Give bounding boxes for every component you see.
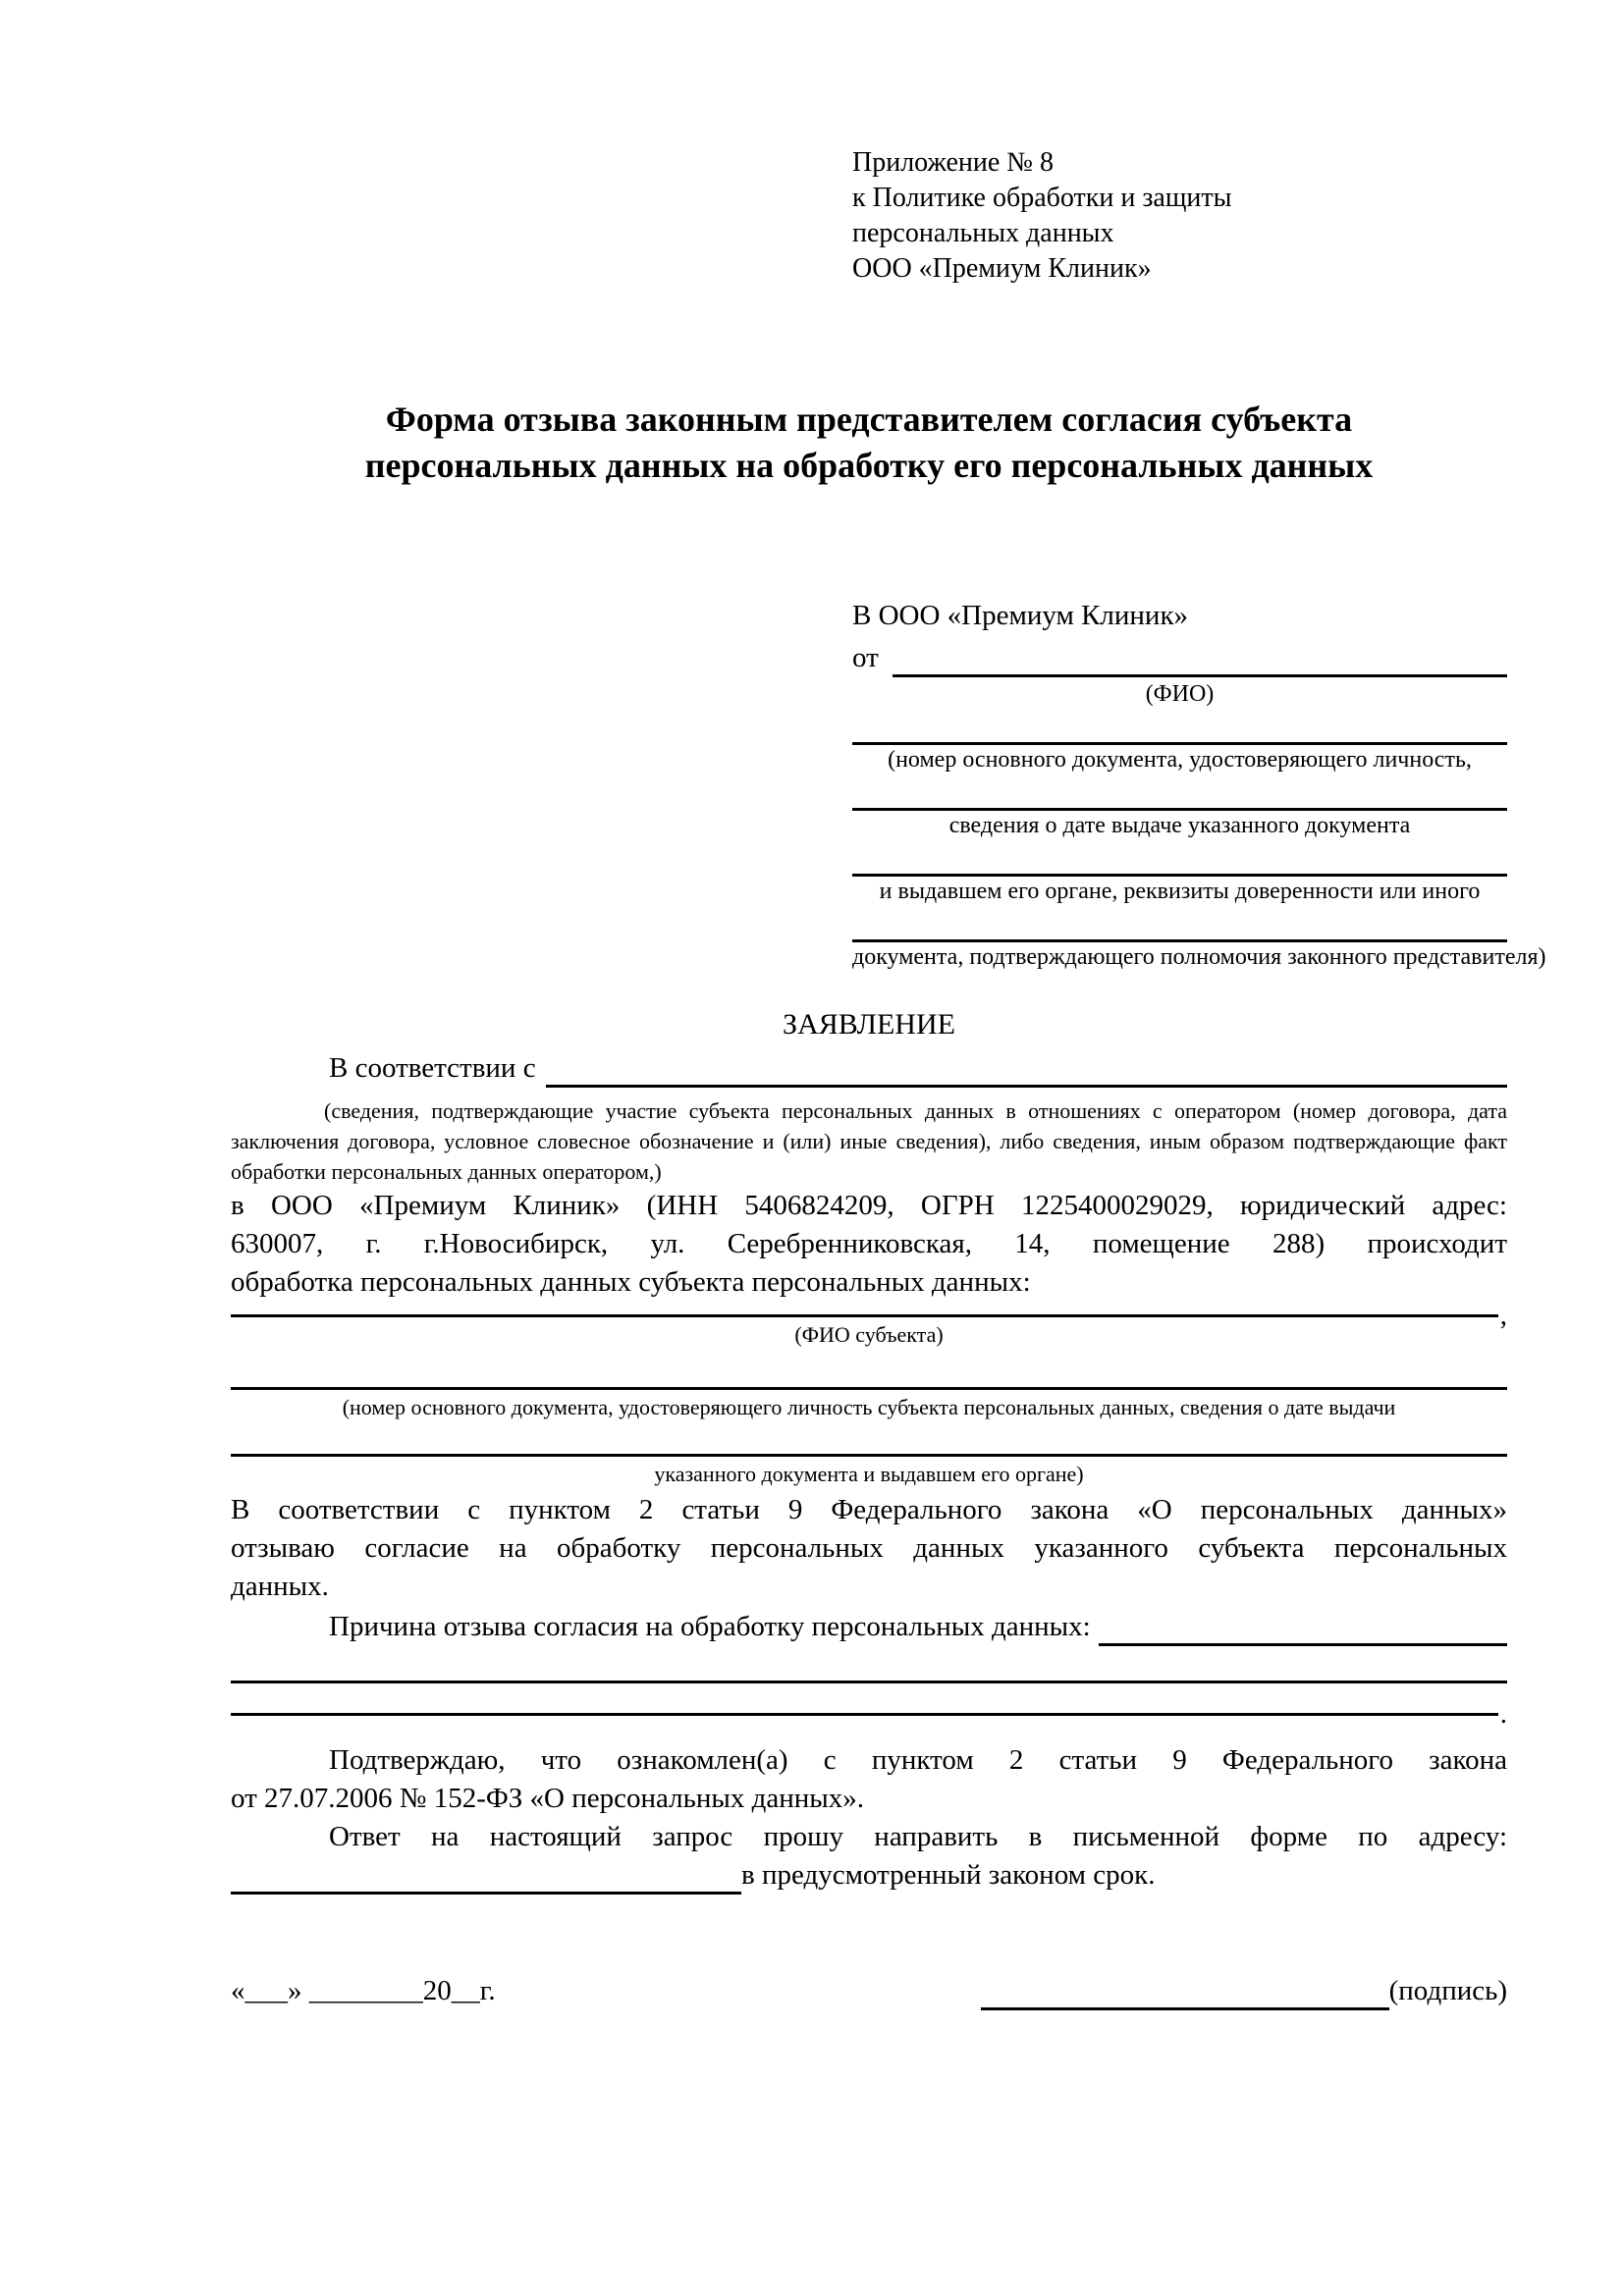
operator-paragraph xyxy=(231,1187,1507,1302)
paragraph-line: Ответ на настоящий запрос прошу направить в письменной форме по адресу: xyxy=(329,1821,1507,1852)
reason-label: Причина отзыва согласия на обработку персональных данных: xyxy=(329,1611,1091,1642)
document-title xyxy=(231,397,1507,489)
document-title-line: Форма отзыва законным представителем согласия субъекта xyxy=(385,400,1353,439)
reason-fill-line xyxy=(1099,1610,1507,1646)
withdraw-paragraph xyxy=(231,1491,1507,1606)
subject-fio-fill-line xyxy=(231,1305,1498,1317)
accordance-fill-line xyxy=(546,1051,1507,1088)
appendix-line: Приложение № 8 xyxy=(852,147,1054,178)
addressee-field xyxy=(852,906,1546,972)
paragraph-line: обработка персональных данных субъекта персональных данных: xyxy=(231,1266,1031,1298)
footer xyxy=(231,1971,1507,2010)
field-fill-line xyxy=(852,774,1507,811)
field-fill-line xyxy=(852,709,1507,745)
subject-doc-caption: (номер основного документа, удостоверяющего личность субъекта персональных данных, сведения о дате выдачи xyxy=(342,1395,1396,1419)
paragraph-line: отзываю согласие на обработку персональных данных указанного субъекта персональных xyxy=(231,1532,1507,1564)
reason-extra-fill-line xyxy=(231,1681,1498,1716)
from-line xyxy=(852,636,1507,677)
paragraph-line: от 27.07.2006 № 152-ФЗ «О персональных данных». xyxy=(231,1783,865,1814)
document-title-line: персональных данных на обработку его персональных данных xyxy=(364,446,1374,485)
appendix-line: ООО «Премиум Клиник» xyxy=(852,253,1152,284)
reply-paragraph xyxy=(231,1818,1507,1895)
field-caption: (номер основного документа, удостоверяющего личность, xyxy=(888,747,1472,773)
paragraph-line: в ООО «Премиум Клиник» (ИНН 5406824209, ОГРН 1225400029029, юридический адрес: xyxy=(231,1190,1507,1221)
paragraph-line: В соответствии с пунктом 2 статьи 9 Федерального закона «О персональных данных» xyxy=(231,1494,1507,1525)
paragraph-line: данных. xyxy=(231,1571,329,1602)
field-fill-line xyxy=(852,840,1507,877)
paragraph-line: Подтверждаю, что ознакомлен(а) с пунктом 2 статьи 9 Федерального закона xyxy=(329,1744,1507,1776)
addressee-field xyxy=(852,774,1507,840)
signature-line xyxy=(981,1971,1507,2010)
field-caption: и выдавшем его органе, реквизиты доверенности или иного xyxy=(879,879,1481,904)
paragraph-line: 630007, г. г.Новосибирск, ул. Серебренниковская, 14, помещение 288) происходит xyxy=(231,1228,1507,1259)
field-caption: документа, подтверждающего полномочия законного представителя) xyxy=(852,944,1546,970)
reason-extra-line xyxy=(231,1683,1507,1730)
accordance-label: В соответствии с xyxy=(329,1052,536,1084)
reply-suffix: в предусмотренный законом срок. xyxy=(741,1859,1156,1891)
from-fill-line xyxy=(893,641,1507,677)
accordance-line xyxy=(231,1048,1507,1088)
subject-fio-line xyxy=(231,1300,1507,1331)
reply-address-line xyxy=(231,1856,1507,1895)
subject-doc-fill-line xyxy=(231,1421,1507,1457)
accordance-note xyxy=(231,1095,1507,1187)
reply-fill-line xyxy=(231,1862,741,1895)
addressee-block xyxy=(852,595,1546,972)
subject-doc-field xyxy=(231,1349,1507,1421)
field-caption: сведения о дате выдаче указанного документа xyxy=(948,813,1411,838)
subject-comma: , xyxy=(1499,1300,1507,1331)
addressee-to: В ООО «Премиум Клиник» xyxy=(852,600,1189,631)
subject-doc-fill-line xyxy=(231,1349,1507,1390)
note-line: обработки персональных данных оператором,) xyxy=(231,1159,662,1184)
subject-fio-caption: (ФИО субъекта) xyxy=(794,1322,944,1347)
addressee-field xyxy=(852,840,1507,906)
reason-period: . xyxy=(1499,1698,1507,1730)
reason-line xyxy=(231,1607,1507,1646)
statement-heading: ЗАЯВЛЕНИЕ xyxy=(783,1008,955,1041)
note-line: (сведения, подтверждающие участие субъекта персональных данных в отношениях с оператором (номер договора, дата xyxy=(324,1098,1507,1123)
signature-fill-line xyxy=(981,1978,1389,2010)
subject-doc-caption: указанного документа и выдавшем его органе) xyxy=(654,1462,1084,1486)
field-fill-line xyxy=(852,906,1507,942)
appendix-block xyxy=(852,145,1507,287)
signature-caption: (подпись) xyxy=(1388,1975,1507,2006)
note-line: заключения договора, условное словесное обозначение и (или) иные сведения), либо сведения, иным образом подтверждающие факт xyxy=(231,1129,1507,1153)
date-line: «___» ________20__г. xyxy=(231,1975,496,2006)
confirm-paragraph xyxy=(231,1741,1507,1818)
fio-caption: (ФИО) xyxy=(1145,681,1215,707)
subject-doc-field xyxy=(231,1421,1507,1488)
addressee-field xyxy=(852,709,1507,774)
appendix-line: персональных данных xyxy=(852,218,1114,248)
from-label: от xyxy=(852,642,879,673)
appendix-line: к Политике обработки и защиты xyxy=(852,183,1232,213)
